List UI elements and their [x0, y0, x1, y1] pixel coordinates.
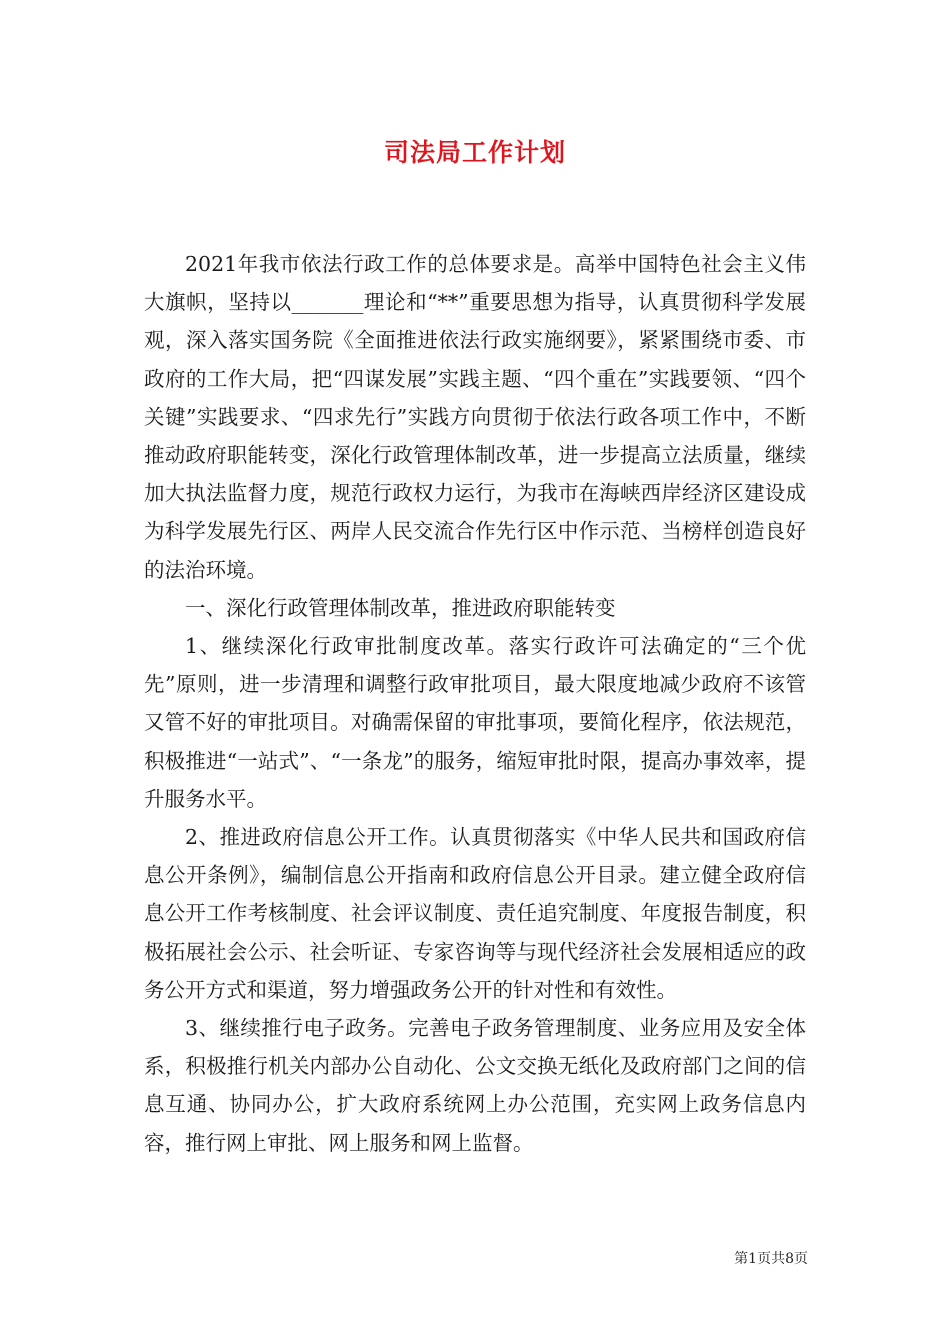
document-body	[144, 245, 806, 1162]
section-heading: 一、深化行政管理体制改革，推进政府职能转变	[185, 595, 616, 620]
paragraph-item-3: 3、继续推行电子政务。完善电子政务管理制度、业务应用及安全体系，积极推行机关内部办公自动化、公文交换无纸化及政府部门之间的信息互通、协同办公，扩大政府系统网上办公范围，充实网上政务信息内容，推行网上审批、网上服务和网上监督。	[144, 1016, 806, 1155]
page-number: 第1页共8页	[734, 1251, 808, 1267]
document-title: 司法局工作计划	[383, 138, 566, 167]
paragraph-intro: 2021年我市依法行政工作的总体要求是。高举中国特色社会主义伟大旗帜，坚持以_______理论和“**”重要思想为指导，认真贯彻科学发展观，深入落实国务院《全面推进依法行政实施纲要》，紧紧围绕市委、市政府的工作大局，把“四谋发展”实践主题、“四个重在”实践要领、“四个关键”实践要求、“四求先行”实践方向贯彻于依法行政各项工作中，不断推动政府职能转变，深化行政管理体制改革，进一步提高立法质量，继续加大执法监督力度，规范行政权力运行，为我市在海峡西岸经济区建设成为科学发展先行区、两岸人民交流合作先行区中作示范、当榜样创造良好的法治环境。	[144, 252, 806, 582]
paragraph-item-1: 1、继续深化行政审批制度改革。落实行政许可法确定的“三个优先”原则，进一步清理和调整行政审批项目，最大限度地减少政府不该管又管不好的审批项目。对确需保留的审批事项，要简化程序，依法规范，积极推进“一站式”、“一条龙”的服务，缩短审批时限，提高办事效率，提升服务水平。	[144, 634, 806, 811]
paragraph-item-2: 2、推进政府信息公开工作。认真贯彻落实《中华人民共和国政府信息公开条例》，编制信息公开指南和政府信息公开目录。建立健全政府信息公开工作考核制度、社会评议制度、责任追究制度、年度报告制度，积极拓展社会公示、社会听证、专家咨询等与现代经济社会发展相适应的政务公开方式和渠道，努力增强政务公开的针对性和有效性。	[144, 825, 806, 1002]
